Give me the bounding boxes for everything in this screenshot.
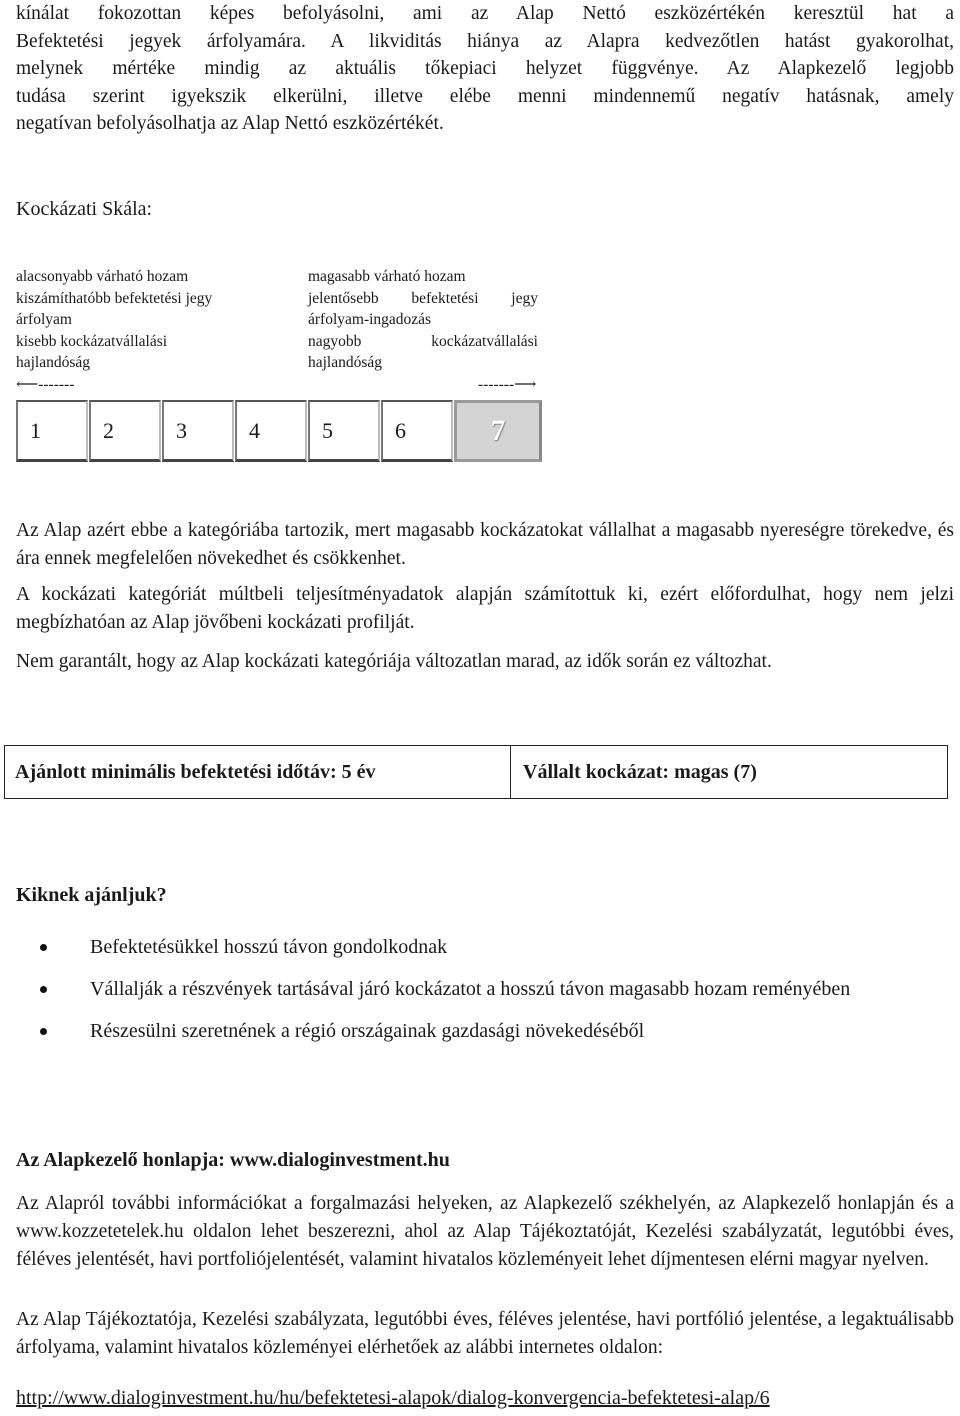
target-audience-list bbox=[16, 926, 954, 1052]
list-item bbox=[16, 968, 954, 1010]
high-risk-line: hajlandóság bbox=[308, 354, 383, 371]
intro-line: tudása szerint igyekszik elkerülni, illetve elébe menni mindennemű negatív hatásnak, amely bbox=[16, 85, 954, 107]
high-risk-line: magasabb várható hozam bbox=[308, 268, 466, 285]
bullet-icon bbox=[40, 1028, 47, 1035]
low-risk-line: alacsonyabb várható hozam bbox=[16, 268, 189, 285]
risk-level-7-selected: 7 bbox=[454, 400, 542, 462]
low-risk-line: kiszámíthatóbb befektetési jegy bbox=[16, 289, 213, 307]
high-risk-line: jelentősebb befektetési jegy bbox=[308, 289, 538, 307]
category-calculation-note: A kockázati kategóriát múltbeli teljesítményadatok alapján számítottuk ki, ezért előfordulhat, hogy nem jelzi megbízhatóan az Alap jövőbeni kockázati profilját. bbox=[16, 584, 954, 633]
risk-level-2: 2 bbox=[89, 400, 161, 462]
risk-level-summary: Vállalt kockázat: magas (7) bbox=[523, 760, 757, 783]
info-sources-paragraph: Az Alapról további információkat a forgalmazási helyeken, az Alapkezelő székhelyén, az Alapkezelő honlapján és a www.kozzetetelek.hu oldalon lehet beszerezni, ahol az Alap Tájékoztatóját, Kezelési szabályzatát, legutóbbi éves, féléves jelentését, havi portfoliójelentését, valamint hivatalos közleményeit lehet díjmentesen elérni magyar nyelven. bbox=[16, 1193, 954, 1270]
intro-line: negatívan befolyásolhatja az Alap Nettó eszközértékét. bbox=[16, 113, 444, 134]
list-item bbox=[16, 1010, 954, 1052]
low-risk-line: árfolyam bbox=[16, 311, 72, 328]
summary-table bbox=[4, 745, 948, 799]
list-item-text: Vállalják a részvények tartásával járó kockázatot a hosszú távon magasabb hozam reményében bbox=[90, 978, 851, 1000]
risk-level-1: 1 bbox=[16, 400, 88, 462]
fund-url-link[interactable]: http://www.dialoginvestment.hu/hu/befektetesi-alapok/dialog-konvergencia-befektetesi-alap/6 bbox=[16, 1387, 770, 1409]
risk-level-5: 5 bbox=[308, 400, 380, 462]
category-change-note: Nem garantált, hogy az Alap kockázati kategóriája változatlan marad, az idők során ez változhat. bbox=[16, 651, 772, 672]
high-risk-description bbox=[308, 266, 538, 374]
target-audience-title: Kiknek ajánljuk? bbox=[16, 884, 167, 906]
intro-line: kínálat fokozottan képes befolyásolni, ami az Alap Nettó eszközértékén keresztül hat a bbox=[16, 3, 954, 24]
intro-paragraph bbox=[16, 0, 954, 138]
arrow-left-icon: ⟵------- bbox=[16, 376, 75, 393]
low-risk-line: hajlandóság bbox=[16, 354, 91, 371]
bullet-icon bbox=[40, 986, 47, 993]
investment-horizon: Ajánlott minimális befektetési időtáv: 5 év bbox=[5, 746, 511, 798]
high-risk-line: árfolyam-ingadozás bbox=[308, 311, 432, 328]
low-risk-description bbox=[16, 266, 266, 374]
risk-level-4: 4 bbox=[235, 400, 307, 462]
list-item bbox=[16, 926, 954, 968]
list-item-text: Részesülni szeretnének a régió országainak gazdasági növekedéséből bbox=[90, 1020, 645, 1042]
intro-line: melynek mértéke mindig az aktuális tőkepiaci helyzet függvénye. Az Alapkezelő legjobb bbox=[16, 58, 954, 79]
risk-level-3: 3 bbox=[162, 400, 234, 462]
documents-availability-paragraph: Az Alap Tájékoztatója, Kezelési szabályzata, legutóbbi éves, féléves jelentése, havi portfólió jelentése, a legaktuálisabb árfolyama, valamint hivatalos közleményei elérhetőek az alábbi internetes oldalon: bbox=[16, 1309, 954, 1358]
category-explanation: Az Alap azért ebbe a kategóriába tartozik, mert magasabb kockázatokat vállalhat a magasabb nyereségre törekedve, és ára ennek megfelelően növekedhet és csökkenhet. bbox=[16, 520, 954, 569]
list-item-text: Befektetésükkel hosszú távon gondolkodnak bbox=[90, 936, 448, 958]
low-risk-line: kisebb kockázatvállalási bbox=[16, 332, 168, 350]
high-risk-line: nagyobb kockázatvállalási bbox=[308, 332, 538, 350]
intro-line: Befektetési jegyek árfolyamára. A likviditás hiánya az Alapra kedvezőtlen hatást gyakorolhat, bbox=[16, 30, 954, 52]
risk-level-6: 6 bbox=[381, 400, 453, 462]
risk-scale-title: Kockázati Skála: bbox=[16, 198, 153, 220]
bullet-icon bbox=[40, 944, 47, 951]
risk-scale-row bbox=[16, 400, 543, 462]
arrow-right-icon: -------⟶ bbox=[478, 376, 537, 393]
homepage-title: Az Alapkezelő honlapja: www.dialoginvestment.hu bbox=[16, 1149, 450, 1171]
